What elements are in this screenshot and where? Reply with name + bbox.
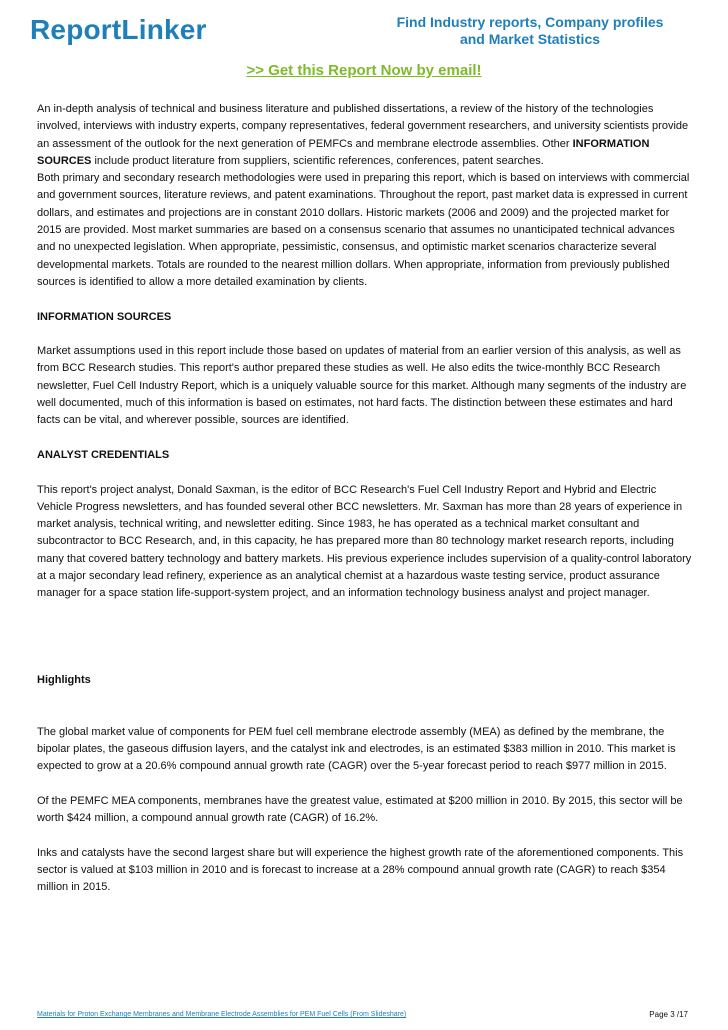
page-number: Page 3 /17 [649,1010,688,1019]
methodology-paragraph: Both primary and secondary research methodologies were used in preparing this report, which is based on interviews with commercial and government sources, literature reviews, and patent examinations. Throughout the report, past market data is expressed in current dollars, and estimates and projections are in constant 2010 dollars. Historic markets (2006 and 2009) and the projected market for 2015 are provided. Most market summaries are based on a consensus scenario that assumes no unanticipated technical advances and no unexpected legislation. When appropriate, pessimistic, consensus, and optimistic market scenarios characterize several developmental markets. Totals are rounded to the nearest million dollars. When appropriate, information from previously published sources is identified to allow a more detailed examination by clients. [37,172,690,288]
highlights-heading: Highlights [37,673,91,686]
highlight-paragraph-1: The global market value of components for PEM fuel cell membrane electrode assembly (MEA) as defined by the membrane, the bipolar plates, the gaseous diffusion layers, and the catalyst ink and electrodes, is an estimated $383 million in 2010. This market is expected to grow at a 20.6% compound annual growth rate (CAGR) over the 5-year forecast period to reach $977 million in 2015. [37,725,676,773]
analyst-paragraph: This report's project analyst, Donald Saxman, is the editor of BCC Research's Fuel Cell Industry Report and Hybrid and Electric Vehicle Progress newsletters, and has founded several other BCC newsletters. Mr. Saxman has more than 28 years of experience in market analysis, technical writing, and newsletter editing. Since 1983, he has operated as a technical market consultant and subcontractor to BCC Research, and, in this capacity, he has prepared more than 80 technology market research reports, including many that covered battery technology and battery markets. His previous experience includes supervision of a quality-control laboratory at a major secondary lead refinery, experience as an analytical chemist at a hazardous waste testing service, product assurance manager for a space station life-support-system project, and an information technology business analyst and project manager. [37,483,692,600]
report-content [37,101,693,897]
info-sources-heading: INFORMATION SOURCES [37,310,172,323]
highlight-paragraph-2: Of the PEMFC MEA components, membranes have the greatest value, estimated at $200 million in 2010. By 2015, this sector will be worth $424 million, a compound annual growth rate (CAGR) of 16.2%. [37,794,683,825]
info-sources-inline: INFORMATION SOURCES [37,137,650,167]
info-sources-paragraph: Market assumptions used in this report include those based on updates of material from an earlier version of this analysis, as well as from BCC Research studies. This report's author prepared these studies as well. He also edits the twice-monthly BCC Research newsletter, Fuel Cell Industry Report, which is a uniquely valuable source for this market. Although many segments of the industry are well documented, much of this information is based on estimates, not hard facts. The distinction between these estimates and hard facts can be vital, and wherever possible, sources are identified. [37,345,687,427]
intro-paragraph: An in-depth analysis of technical and business literature and published dissertations, a review of the history of the technologies involved, interviews with industry experts, company representatives, federal government researchers, and university scientists provide an assessment of the outlook for the next generation of PEMFCs and membrane electrode assemblies. Other INFORMATION SOURCES include product literature from suppliers, scientific references, conferences, patent searches. [37,103,689,167]
analyst-credentials-heading: ANALYST CREDENTIALS [37,448,170,461]
highlight-paragraph-3: Inks and catalysts have the second largest share but will experience the highest growth rate of the aforementioned components. This sector is valued at $103 million in 2010 and is forecast to increase at a 28% compound annual growth rate (CAGR) to reach $354 million in 2015. [37,846,684,894]
get-report-link[interactable]: >> Get this Report Now by email! [246,62,482,79]
reportlinker-logo[interactable]: ReportLinker [30,14,207,45]
footer-source-link[interactable]: Materials for Proton Exchange Membranes and Membrane Electrode Assemblies for PEM Fuel Cells (From Slideshare) [37,1011,407,1018]
header-tagline: Find Industry reports, Company profiles and Market Statistics [396,14,664,47]
